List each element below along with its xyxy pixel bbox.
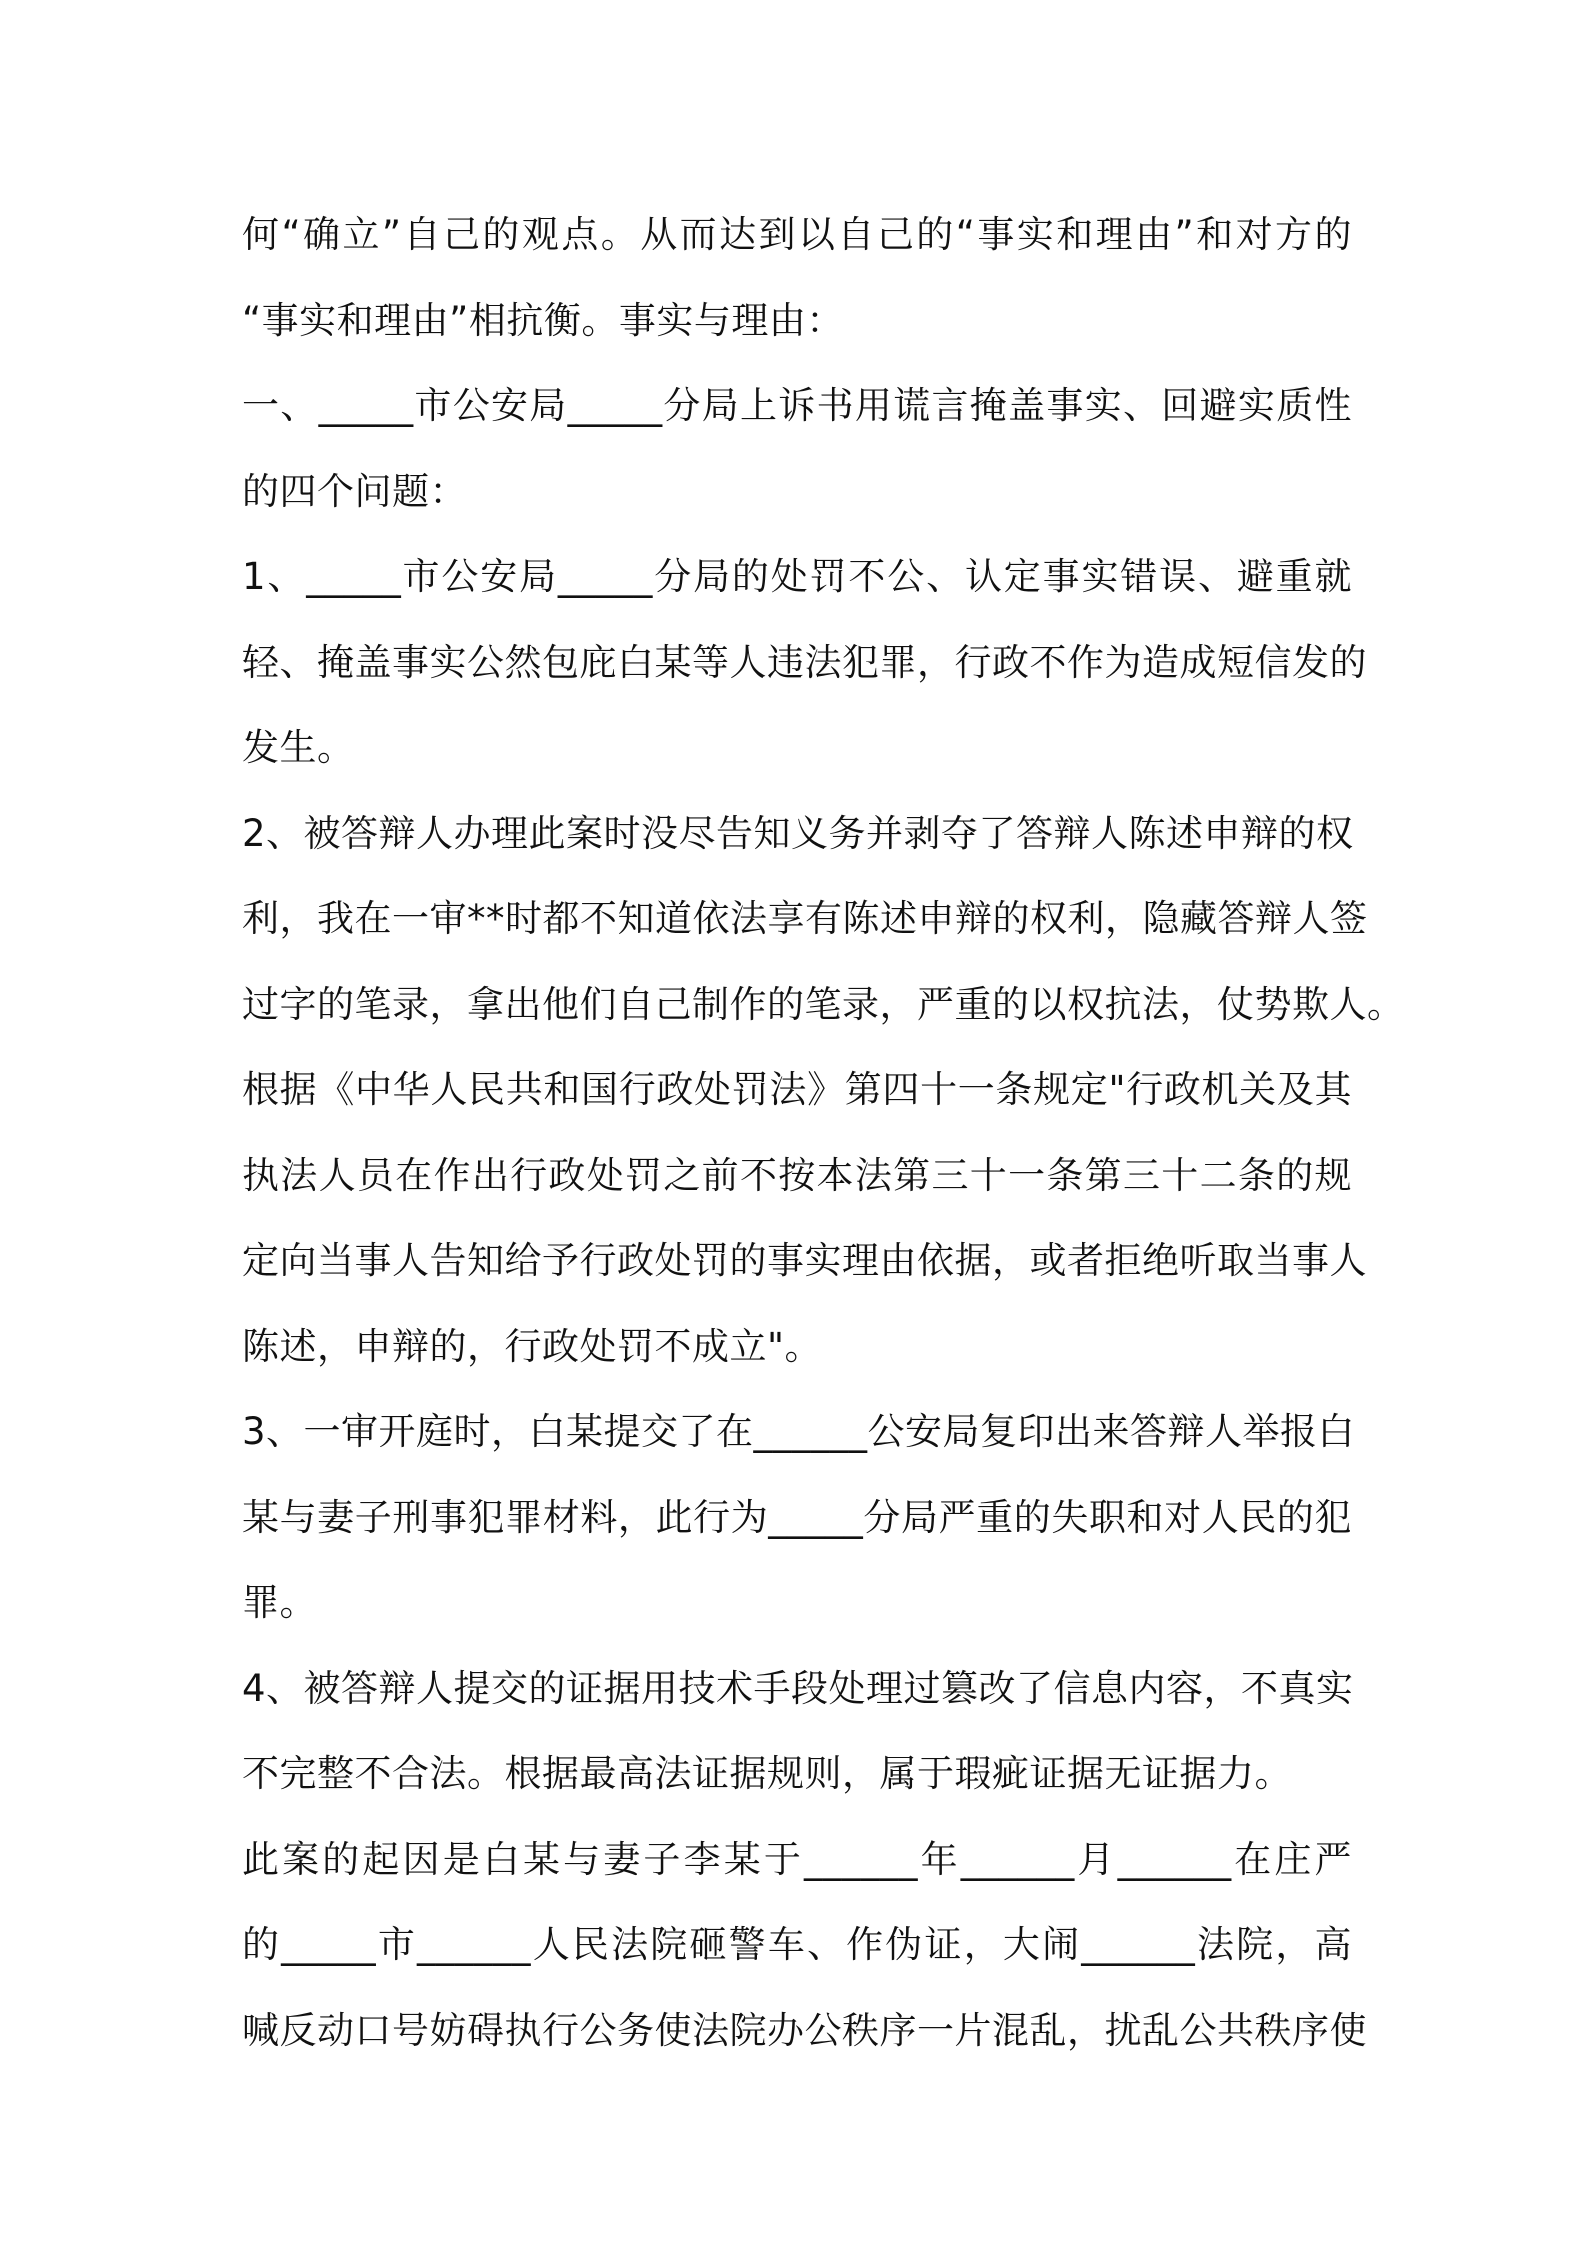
list-item-3-line: 某与妻子刑事犯罪材料，此行为_____分局严重的失职和对人民的犯 [242,1495,1352,1539]
text-line: 何“确立”自己的观点。从而达到以自己的“事实和理由”和对方的 [242,213,1352,256]
text-line: “事实和理由”相抗衡。事实与理由： [242,298,844,342]
list-item-1-line: 1、_____市公安局_____分局的处罚不公、认定事实错误、避重就 [242,555,1352,598]
text-line: 执法人员在作出行政处罚之前不按本法第三十一条第三十二条的规 [242,1153,1352,1197]
text-line: 此案的起因是白某与妻子李某于______年______月______在庄严 [242,1837,1352,1881]
section-heading-line: 一、_____市公安局_____分局上诉书用谎言掩盖事实、回避实质性 [242,384,1352,427]
text-line: 喊反动口号妨碍执行公务使法院办公秩序一片混乱，扰乱公共秩序使 [242,2008,1367,2052]
list-item-2-line: 2、被答辩人办理此案时没尽告知义务并剥夺了答辩人陈述申辩的权 [242,811,1354,855]
list-item-3-line: 3、一审开庭时，白某提交了在______公安局复印出来答辩人举报白 [242,1410,1356,1453]
text-line: 陈述，申辩的，行政处罚不成立"。 [242,1324,823,1368]
list-item-1-line: 轻、掩盖事实公然包庇白某等人违法犯罪，行政不作为造成短信发的 [242,640,1367,684]
list-item-2-line: 过字的笔录，拿出他们自己制作的笔录，严重的以权抗法，仗势欺人。 [242,982,1405,1026]
text-line: 定向当事人告知给予行政处罚的事实理由依据，或者拒绝听取当事人 [242,1239,1367,1282]
text-line: 的_____市______人民法院砸警车、作伪证，大闹______法院，高 [242,1923,1352,1966]
section-heading-line: 的四个问题： [242,469,467,513]
list-item-1-line: 发生。 [242,726,355,769]
body-text [242,192,1405,2073]
list-item-2-line: 利，我在一审**时都不知道依法享有陈述申辩的权利，隐藏答辩人签 [242,897,1368,940]
list-item-3-line: 罪。 [242,1581,317,1624]
list-item-4-line: 4、被答辩人提交的证据用技术手段处理过篡改了信息内容，不真实 [242,1666,1354,1710]
text-line: 根据《中华人民共和国行政处罚法》第四十一条规定"行政机关及其 [242,1068,1352,1111]
list-item-4-line: 不完整不合法。根据最高法证据规则，属于瑕疵证据无证据力。 [242,1752,1292,1795]
